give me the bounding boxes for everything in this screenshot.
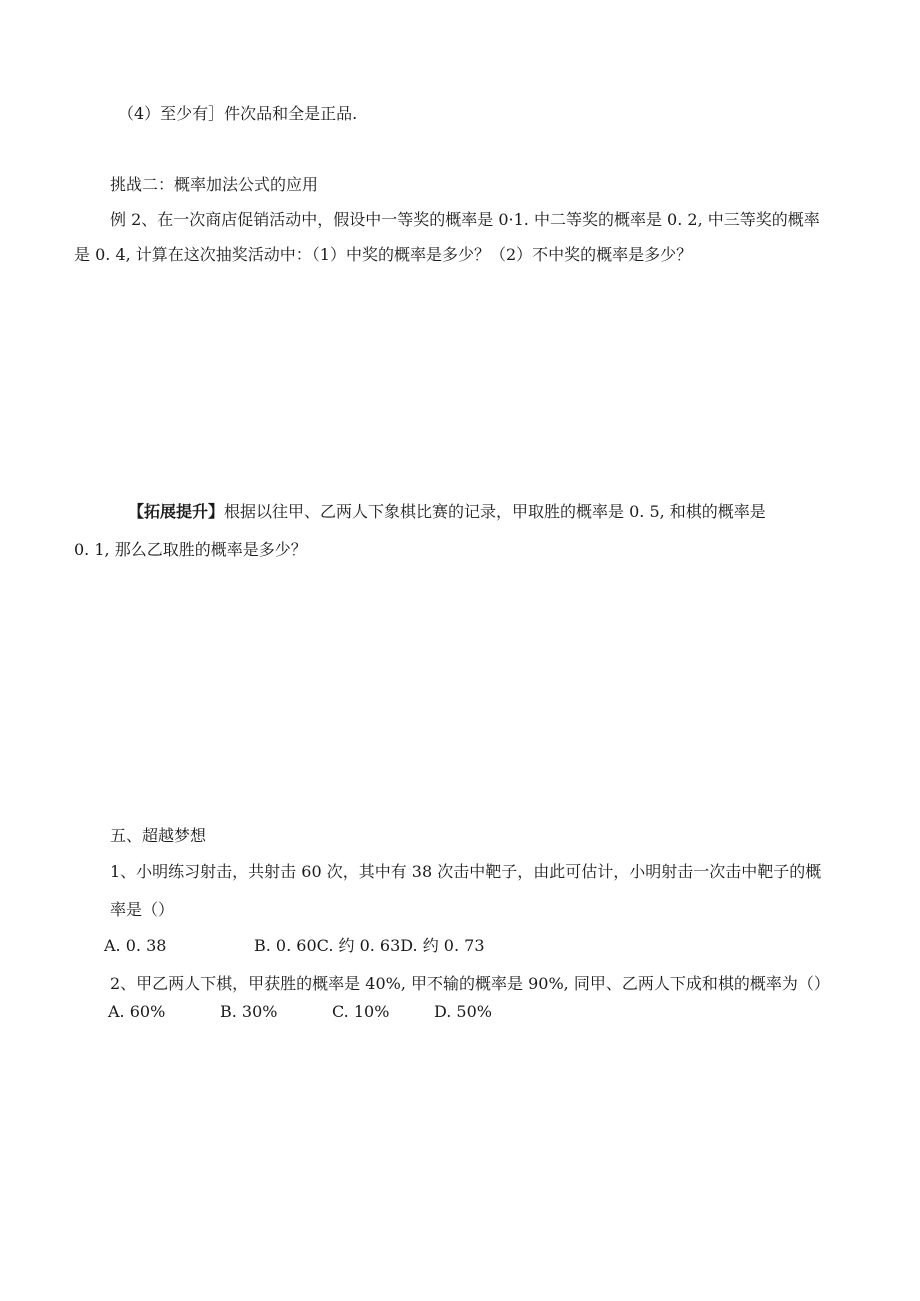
question-1-option-a: A. 0. 38 <box>104 936 167 955</box>
question-2-option-d: D. 50% <box>434 1002 492 1021</box>
challenge-2-heading: 挑战二：概率加法公式的应用 <box>110 175 319 194</box>
question-2-option-c: C. 10% <box>332 1002 390 1021</box>
question-2-option-b: B. 30% <box>220 1002 278 1021</box>
example-2-line-1: 例 2、在一次商店促销活动中，假设中一等奖的概率是 0·1. 中二等奖的概率是 0. 2, 中三等奖的概率 <box>110 210 820 229</box>
section-5-heading: 五、超越梦想 <box>110 826 207 845</box>
question-1-line-1: 1、小明练习射击，共射击 60 次，其中有 38 次击中靶子，由此可估计，小明射击一次击中靶子的概 <box>110 862 822 881</box>
question-1-line-2: 率是（） <box>110 900 175 919</box>
question-2-line-1: 2、甲乙两人下棋，甲获胜的概率是 40%, 甲不输的概率是 90%, 同甲、乙两人下成和棋的概率为（） <box>110 974 830 993</box>
example-2-line-2: 是 0. 4, 计算在这次抽奖活动中：（1）中奖的概率是多少？（2）不中奖的概率是多少？ <box>74 245 693 264</box>
extension-line-1-text: 根据以往甲、乙两人下象棋比赛的记录，甲取胜的概率是 0. 5, 和棋的概率是 <box>224 502 766 521</box>
extension-line-1 <box>128 502 766 522</box>
question-2-option-a: A. 60% <box>108 1002 166 1021</box>
item-4-text: （4）至少有］件次品和全是正品. <box>118 104 358 123</box>
question-1-options-bcd: B. 0. 60C. 约 0. 63D. 约 0. 73 <box>254 936 485 955</box>
extension-line-2: 0. 1, 那么乙取胜的概率是多少？ <box>74 540 307 559</box>
extension-tag: 【拓展提升】 <box>128 502 225 521</box>
